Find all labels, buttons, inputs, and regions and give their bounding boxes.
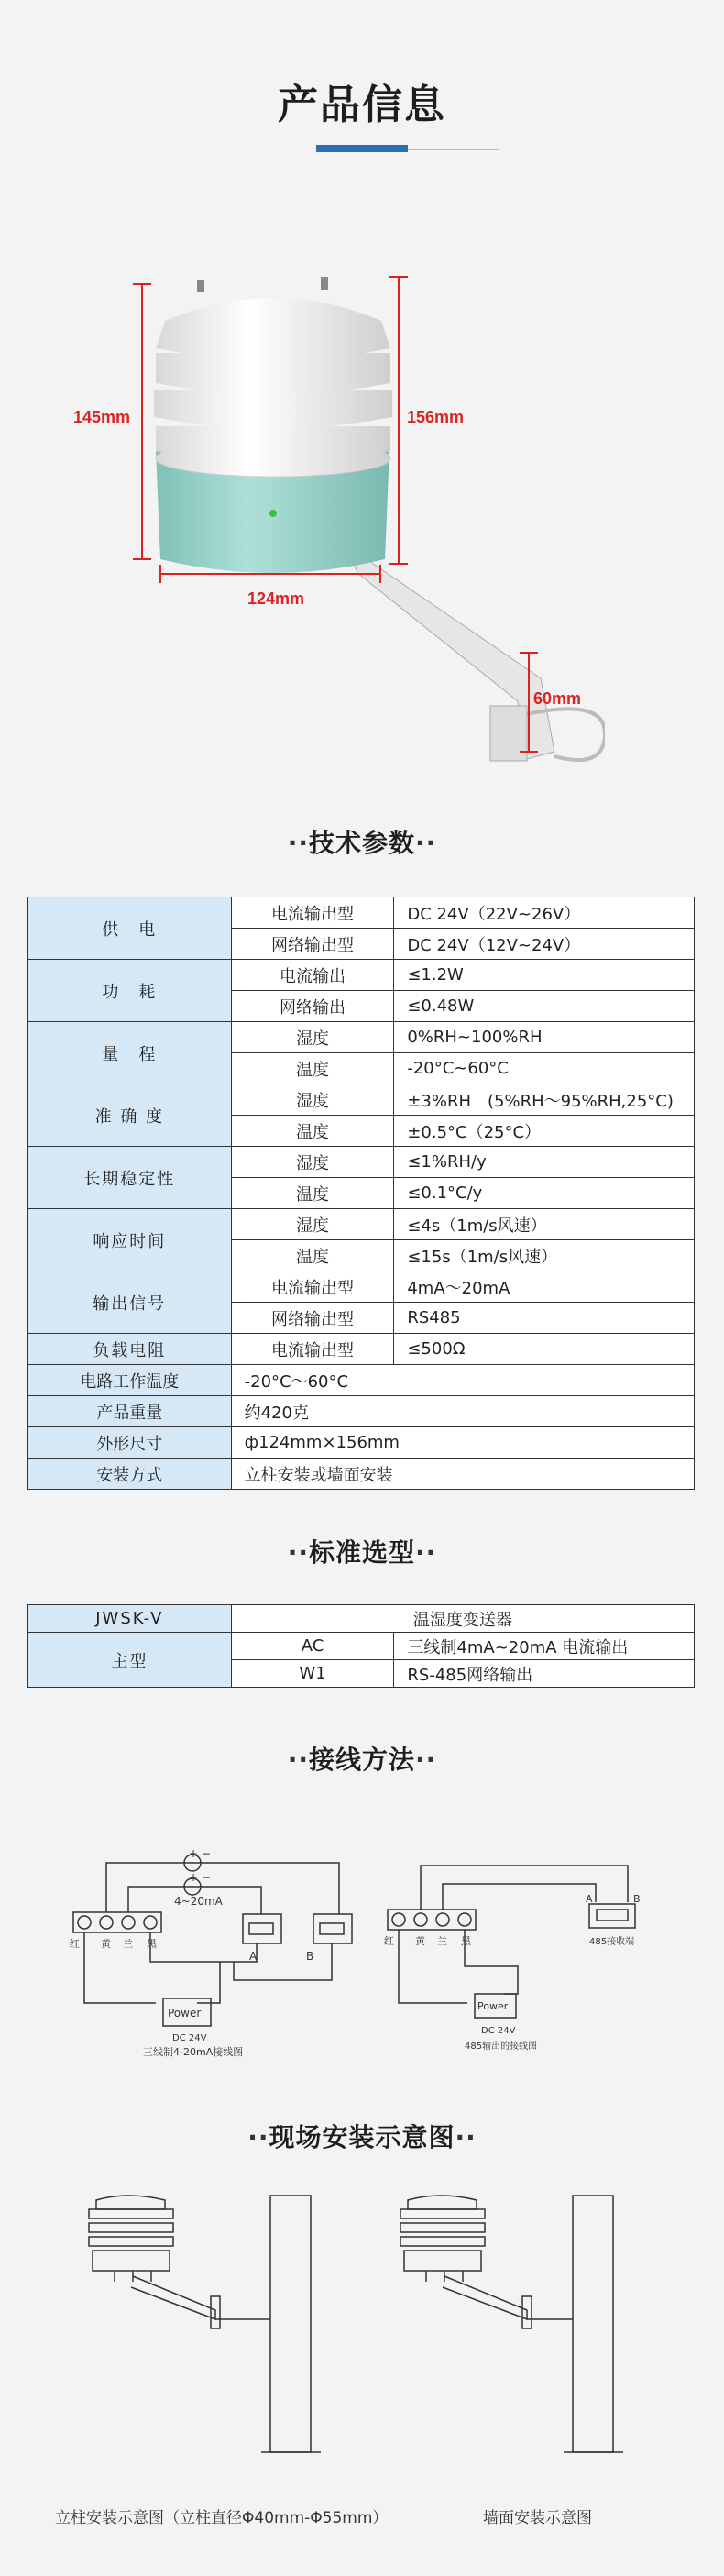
terminal-label: 兰 (437, 1935, 447, 1947)
param-category: 供 电 (28, 897, 232, 960)
terminal-label: 兰 (123, 1938, 133, 1950)
param-category: 电路工作温度 (28, 1365, 232, 1396)
option-code: AC (231, 1633, 394, 1660)
title-accent-line (408, 149, 499, 150)
param-value: DC 24V（22V~26V） (394, 897, 695, 929)
param-category: 功 耗 (28, 960, 232, 1022)
param-subtype: 温度 (231, 1178, 394, 1209)
a-label: A (586, 1893, 593, 1905)
param-value: 立柱安装或墙面安装 (231, 1459, 694, 1490)
param-value: ≤15s（1m/s风速） (394, 1240, 695, 1271)
params-row (28, 1147, 695, 1178)
terminal-label: 红 (70, 1938, 80, 1950)
terminal-label: 黄 (101, 1938, 111, 1950)
terminal-label: 黑 (147, 1938, 157, 1950)
dim-width: 124mm (247, 589, 305, 608)
param-category: 长期稳定性 (28, 1147, 232, 1209)
param-subtype: 温度 (231, 1053, 394, 1084)
power-label: Power (477, 2000, 509, 2012)
param-subtype: 湿度 (231, 1022, 394, 1053)
option-desc: RS-485网络输出 (394, 1660, 695, 1688)
svg-text:−: − (202, 1847, 212, 1860)
param-value: 约420克 (231, 1396, 694, 1427)
param-subtype: 温度 (231, 1240, 394, 1271)
option-code: W1 (231, 1660, 394, 1688)
param-category: 输出信号 (28, 1271, 232, 1334)
params-row (28, 1334, 695, 1365)
param-subtype: 电流输出型 (231, 1271, 394, 1303)
install-diagram-wall (389, 2186, 655, 2461)
param-value: ≤0.48W (394, 991, 695, 1022)
product-image (55, 257, 605, 770)
meter-a-label: A (249, 1950, 258, 1963)
params-row (28, 960, 695, 991)
param-category: 产品重量 (28, 1396, 232, 1427)
param-value: ≤1%RH/y (394, 1147, 695, 1178)
loop-label: 4~20mA (174, 1895, 223, 1908)
dc-label: DC 24V (172, 2033, 207, 2043)
dim-bracket: 60mm (533, 689, 582, 708)
install-diagram-pole (78, 2186, 344, 2461)
title-accent-bar (316, 145, 408, 152)
param-value: ≤0.1°C/y (394, 1178, 695, 1209)
param-value: 4mA～20mA (394, 1271, 695, 1303)
params-row (28, 1084, 695, 1116)
dc-label: DC 24V (481, 2026, 516, 2036)
param-subtype: 湿度 (231, 1209, 394, 1240)
params-row (28, 897, 695, 929)
param-value: ≤1.2W (394, 960, 695, 991)
param-value: RS485 (394, 1303, 695, 1334)
param-value: ±3%RH (5%RH～95%RH,25°C) (394, 1084, 695, 1116)
params-row (28, 1427, 695, 1459)
param-category: 安装方式 (28, 1459, 232, 1490)
param-subtype: 网络输出型 (231, 1303, 394, 1334)
param-subtype: 湿度 (231, 1147, 394, 1178)
param-value: -20°C~60°C (394, 1053, 695, 1084)
param-subtype: 电流输出型 (231, 897, 394, 929)
receiver-label: 485接收端 (589, 1937, 635, 1947)
install-section-title: ··现场安装示意图·· (247, 2122, 477, 2152)
selection-table (27, 1604, 695, 1688)
wall-install-caption: 墙面安装示意图 (483, 2509, 592, 2527)
svg-text:−: − (202, 1871, 212, 1884)
params-row (28, 1459, 695, 1490)
param-category: 外形尺寸 (28, 1427, 232, 1459)
param-category: 量 程 (28, 1022, 232, 1084)
param-value: DC 24V（12V~24V） (394, 929, 695, 960)
svg-text:+: + (189, 1847, 199, 1860)
param-category: 负载电阻 (28, 1334, 232, 1365)
params-row (28, 1396, 695, 1427)
params-row (28, 1022, 695, 1053)
param-subtype: 湿度 (231, 1084, 394, 1116)
svg-text:+: + (189, 1871, 199, 1884)
power-label: Power (168, 2007, 202, 2020)
params-row (28, 1365, 695, 1396)
page-title: 产品信息 (278, 82, 446, 128)
params-section-title: ··技术参数·· (287, 828, 437, 858)
param-subtype: 电流输出 (231, 960, 394, 991)
param-value: 0%RH~100%RH (394, 1022, 695, 1053)
wiring-section-title: ··接线方法·· (287, 1745, 437, 1775)
option-desc: 三线制4mA~20mA 电流输出 (394, 1633, 695, 1660)
selection-section-title: ··标准选型·· (287, 1537, 437, 1568)
wiring-diagram-485 (380, 1856, 664, 2067)
param-value: -20°C～60°C (231, 1365, 694, 1396)
diagram-caption: 三线制4-20mA接线图 (143, 2046, 244, 2058)
meter-b-label: B (306, 1950, 314, 1963)
param-subtype: 温度 (231, 1116, 394, 1147)
param-value: ≤4s（1m/s风速） (394, 1209, 695, 1240)
model-desc: 温湿度变送器 (231, 1605, 694, 1633)
b-label: B (633, 1893, 641, 1905)
main-type-label: 主型 (28, 1633, 232, 1688)
dim-height-body: 145mm (73, 408, 131, 426)
dim-height-total: 156mm (407, 408, 465, 426)
params-row (28, 1271, 695, 1303)
param-category: 响应时间 (28, 1209, 232, 1271)
wiring-diagram-current (64, 1843, 367, 2072)
param-category: 准 确 度 (28, 1084, 232, 1147)
pole-install-caption: 立柱安装示意图（立柱直径Φ40mm-Φ55mm） (55, 2509, 389, 2527)
model-code: JWSK-V (28, 1605, 232, 1633)
param-subtype: 网络输出型 (231, 929, 394, 960)
params-row (28, 1209, 695, 1240)
param-value: ≤500Ω (394, 1334, 695, 1365)
param-value: ф124mm×156mm (231, 1427, 694, 1459)
param-subtype: 电流输出型 (231, 1334, 394, 1365)
param-value: ±0.5°C（25°C） (394, 1116, 695, 1147)
terminal-label: 黑 (461, 1935, 471, 1947)
param-subtype: 网络输出 (231, 991, 394, 1022)
diagram-caption: 485输出的接线图 (465, 2042, 538, 2052)
terminal-label: 黄 (415, 1935, 425, 1947)
terminal-label: 红 (384, 1935, 394, 1947)
params-table (27, 897, 695, 1490)
